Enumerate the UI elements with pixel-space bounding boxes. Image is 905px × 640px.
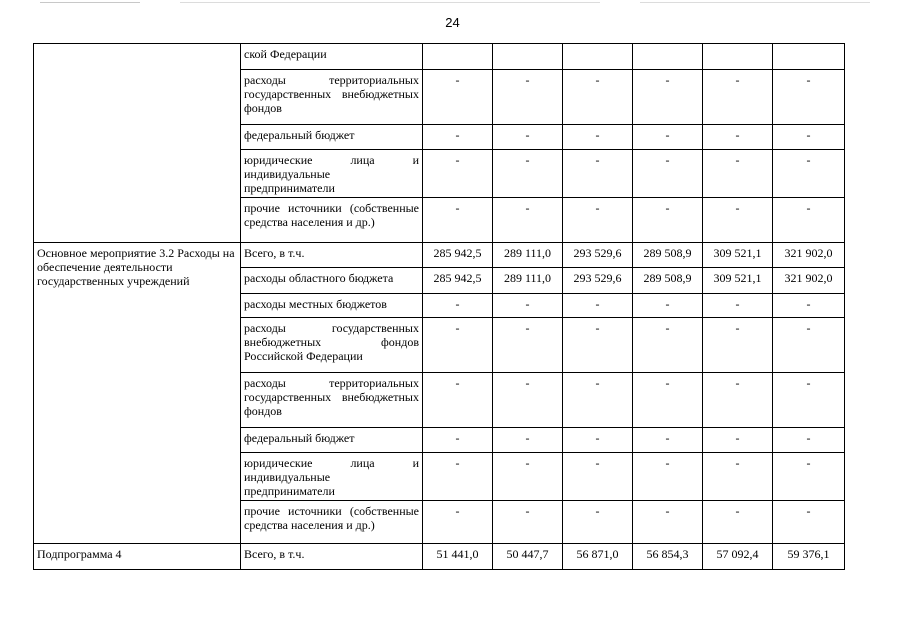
value-cell: - <box>423 70 493 125</box>
value-cell: 56 854,3 <box>633 544 703 570</box>
value-cell: - <box>633 428 703 453</box>
value-cell: 289 508,9 <box>633 243 703 268</box>
value-cell: - <box>633 125 703 150</box>
value-cell: - <box>493 198 563 243</box>
value-cell: - <box>563 150 633 198</box>
value-cell: - <box>703 125 773 150</box>
value-cell: - <box>773 501 845 544</box>
value-cell: - <box>423 453 493 501</box>
value-cell: - <box>493 125 563 150</box>
value-cell: - <box>703 294 773 318</box>
value-cell: - <box>633 198 703 243</box>
value-cell <box>703 44 773 70</box>
value-cell: 321 902,0 <box>773 268 845 294</box>
value-cell: - <box>773 198 845 243</box>
value-cell <box>633 44 703 70</box>
value-cell: - <box>773 373 845 428</box>
value-cell: - <box>563 501 633 544</box>
value-cell: - <box>423 428 493 453</box>
value-cell: 59 376,1 <box>773 544 845 570</box>
value-cell: - <box>633 318 703 373</box>
funding-source-cell: расходы местных бюджетов <box>241 294 423 318</box>
value-cell: - <box>423 150 493 198</box>
value-cell <box>773 44 845 70</box>
scan-artifact-line <box>180 2 600 3</box>
value-cell: - <box>773 318 845 373</box>
value-cell: - <box>423 198 493 243</box>
value-cell <box>423 44 493 70</box>
value-cell: 51 441,0 <box>423 544 493 570</box>
value-cell: - <box>563 70 633 125</box>
funding-source-cell: расходы территориальных государственных внебюджетных фондов <box>241 373 423 428</box>
funding-source-cell: расходы областного бюджета <box>241 268 423 294</box>
value-cell: 321 902,0 <box>773 243 845 268</box>
value-cell: 293 529,6 <box>563 268 633 294</box>
value-cell: - <box>773 453 845 501</box>
value-cell <box>493 44 563 70</box>
value-cell: 289 111,0 <box>493 268 563 294</box>
value-cell: - <box>493 294 563 318</box>
funding-source-cell: юридические лица и индивидуальные предприниматели <box>241 150 423 198</box>
funding-source-cell: ской Федерации <box>241 44 423 70</box>
page-number: 24 <box>445 15 460 30</box>
value-cell: - <box>563 373 633 428</box>
value-cell: - <box>493 428 563 453</box>
value-cell: - <box>563 318 633 373</box>
activity-name-cell: Основное мероприятие 3.2 Расходы на обеспечение деятельности государственных учреждений <box>34 243 241 544</box>
value-cell: - <box>493 453 563 501</box>
value-cell: 56 871,0 <box>563 544 633 570</box>
value-cell: - <box>703 318 773 373</box>
activity-name-cell <box>34 44 241 243</box>
value-cell: 293 529,6 <box>563 243 633 268</box>
scan-artifact-line <box>640 2 870 3</box>
value-cell: - <box>493 501 563 544</box>
funding-source-cell: Всего, в т.ч. <box>241 544 423 570</box>
value-cell: - <box>703 453 773 501</box>
value-cell: - <box>703 198 773 243</box>
value-cell: 285 942,5 <box>423 268 493 294</box>
funding-source-cell: федеральный бюджет <box>241 428 423 453</box>
funding-source-cell: расходы территориальных государственных внебюджетных фондов <box>241 70 423 125</box>
value-cell: - <box>493 70 563 125</box>
value-cell: 289 508,9 <box>633 268 703 294</box>
value-cell: - <box>423 501 493 544</box>
value-cell: - <box>423 318 493 373</box>
value-cell: - <box>563 125 633 150</box>
value-cell: - <box>773 125 845 150</box>
value-cell: - <box>493 318 563 373</box>
value-cell: - <box>493 373 563 428</box>
value-cell: - <box>563 453 633 501</box>
funding-source-cell: юридические лица и индивидуальные предприниматели <box>241 453 423 501</box>
value-cell: - <box>423 373 493 428</box>
table-row <box>34 44 845 70</box>
value-cell: 289 111,0 <box>493 243 563 268</box>
value-cell: - <box>773 70 845 125</box>
value-cell: - <box>703 373 773 428</box>
value-cell: - <box>423 294 493 318</box>
funding-source-cell: прочие источники (собственные средства населения и др.) <box>241 198 423 243</box>
value-cell: - <box>633 294 703 318</box>
value-cell: - <box>773 428 845 453</box>
value-cell: - <box>703 428 773 453</box>
budget-table <box>33 43 845 570</box>
value-cell: - <box>633 70 703 125</box>
value-cell: 57 092,4 <box>703 544 773 570</box>
table-row <box>34 243 845 268</box>
value-cell: 309 521,1 <box>703 268 773 294</box>
value-cell <box>563 44 633 70</box>
value-cell: - <box>493 150 563 198</box>
scan-artifact-line <box>40 2 140 3</box>
value-cell: - <box>423 125 493 150</box>
funding-source-cell: федеральный бюджет <box>241 125 423 150</box>
funding-source-cell: расходы государственных внебюджетных фондов Российской Федерации <box>241 318 423 373</box>
value-cell: - <box>633 150 703 198</box>
value-cell: - <box>633 501 703 544</box>
value-cell: - <box>563 198 633 243</box>
value-cell: - <box>563 428 633 453</box>
value-cell: - <box>773 150 845 198</box>
value-cell: - <box>703 70 773 125</box>
value-cell: - <box>703 150 773 198</box>
table-row <box>34 544 845 570</box>
value-cell: - <box>563 294 633 318</box>
value-cell: 285 942,5 <box>423 243 493 268</box>
funding-source-cell: прочие источники (собственные средства населения и др.) <box>241 501 423 544</box>
value-cell: - <box>633 453 703 501</box>
value-cell: 309 521,1 <box>703 243 773 268</box>
value-cell: - <box>703 501 773 544</box>
activity-name-cell: Подпрограмма 4 <box>34 544 241 570</box>
value-cell: - <box>773 294 845 318</box>
value-cell: - <box>633 373 703 428</box>
value-cell: 50 447,7 <box>493 544 563 570</box>
funding-source-cell: Всего, в т.ч. <box>241 243 423 268</box>
